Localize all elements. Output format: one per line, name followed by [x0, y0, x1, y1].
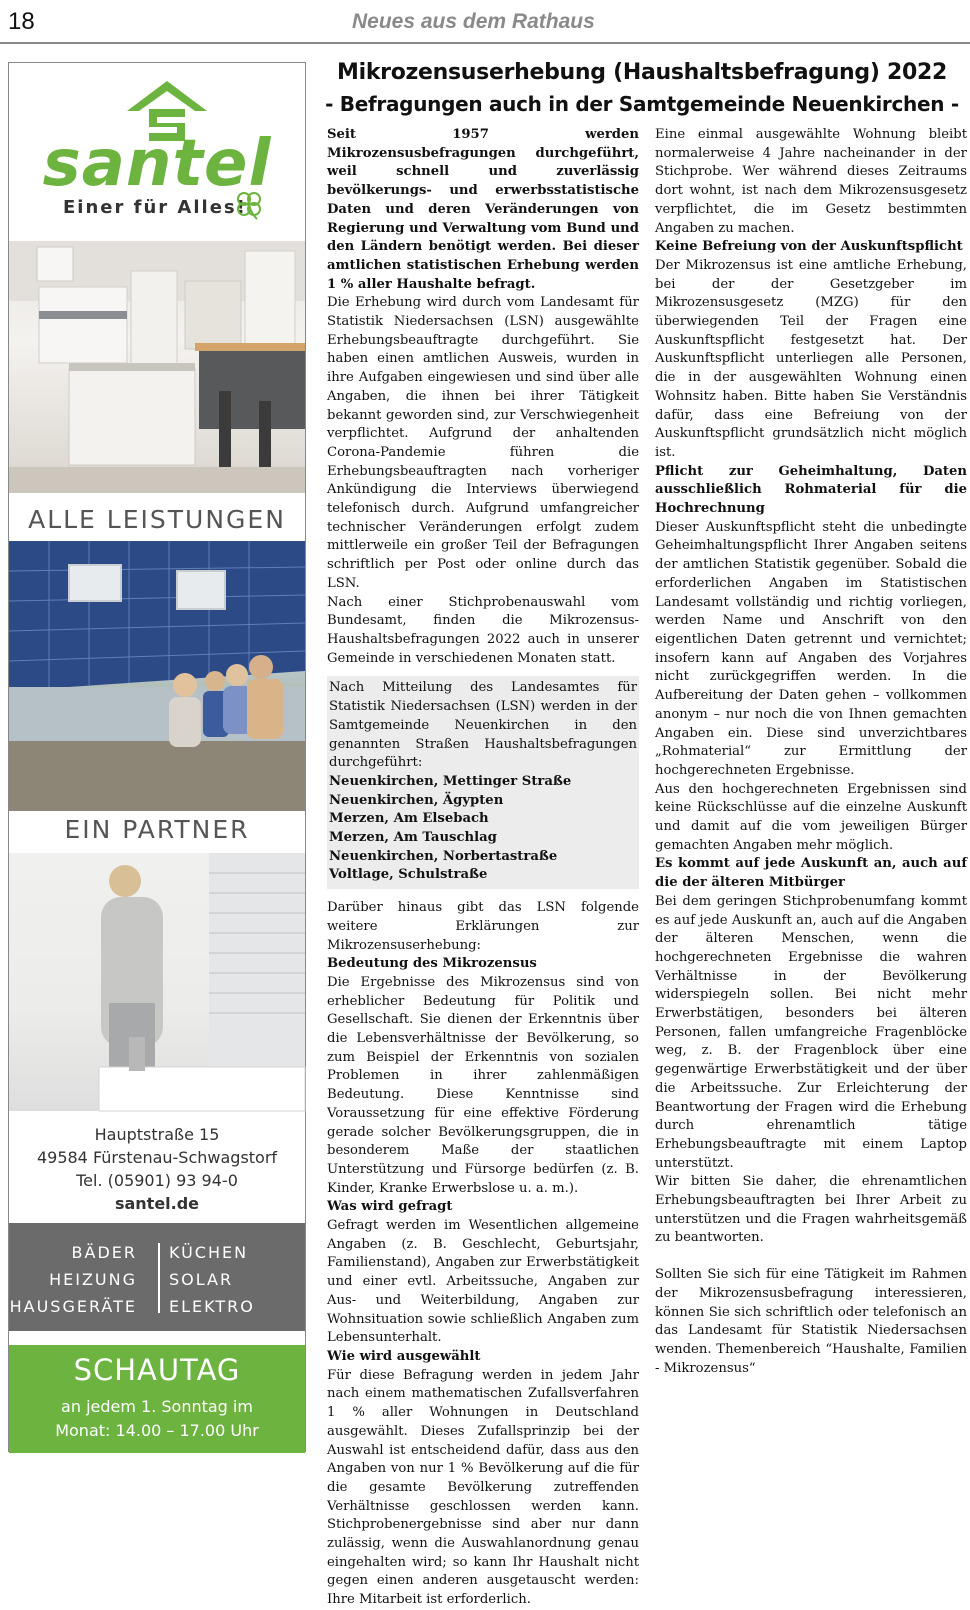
street-box-intro: Nach Mitteilung des Landesamtes für Statistik Niedersachsen (LSN) werden in der Samtgemeinde Neuenkirchen in den genannten Straßen Haushaltsbefragungen durchgeführt:: [329, 680, 637, 771]
services-left: [9, 1239, 149, 1320]
schautag-box: [9, 1345, 305, 1453]
street-list: [329, 773, 637, 885]
street-item: Voltlage, Schulstraße: [329, 867, 488, 883]
ad-address: [9, 1123, 305, 1215]
subheading-befreiung: Keine Befreiung von der Auskunftspflicht: [655, 239, 963, 255]
ad-heading-leistungen: ALLE LEISTUNGEN: [28, 505, 286, 534]
street-item: Neuenkirchen, Mettinger Straße: [329, 773, 572, 789]
solar-family-photo: [9, 541, 305, 811]
page-number: 18: [8, 8, 35, 35]
article-paragraph: Sollten Sie sich für eine Tätigkeit im Rahmen der Mikrozensusbefragung interessieren, können Sie sich schriftlich oder telefonisch an das Landesamt für Statistik Niedersachsen wenden. Themenbereich “Haushalte, Familien - Mikrozensus“: [655, 1267, 967, 1376]
street-item: Merzen, Am Elsebach: [329, 811, 489, 827]
service-item: KÜCHEN: [169, 1243, 249, 1262]
article-paragraph: Eine einmal ausgewählte Wohnung bleibt normalerweise 4 Jahre nacheinander in der Stichprobe. Wer während dieses Zeitraums dort wohnt, ist nach dem Mikrozensusgesetz verpflichtet, die im Gesetz bestimmten Angaben zu machen.: [655, 127, 967, 236]
section-title: Neues aus dem Rathaus: [352, 10, 595, 33]
article-paragraph: Dieser Auskunftspflicht steht die unbedingte Geheimhaltungspflicht Ihrer Angaben seitens der amtlichen Statistik gegenüber. Sobald die erforderlichen Angaben im Statistischen Landesamt vollständig und richtig vorliegen, werden Name und Anschrift von den eigentlichen Daten getrennt und vernichtet; insofern kann auf Angaben des Vorjahres nicht zurückgegriffen werden. In die Aufbereitung der Daten gehen – vollkommen anonym – nur noch die von Ihnen gemachten Angaben ein. Diese sind unverzichtbares „Rohmaterial“ zur Ermittlung der hochgerechneten Ergebnisse.: [655, 519, 967, 778]
article-paragraph: Bei dem geringen Stichprobenumfang kommt es auf jede Auskunft an, auch auf die Angaben der älteren Menschen, wenn die hochgerechneten Ergebnisse die wahren Verhältnisse in der Bevölkerung widerspiegeln sollen. Bei nicht mehr Erwerbstätigen, besonders bei älteren Personen, fallen umfangreiche Fragenblöcke weg, z. B. der Fragenblock über eine gegenwärtige Erwerbstätigkeit und der über die Arbeitssuche. Zur Erleichterung der Beantwortung der Fragen wird die Erhebung durch ehrenamtlich tätige Erhebungsbeauftragte mit einem Laptop unterstützt.: [655, 893, 967, 1171]
schautag-title: SCHAUTAG: [73, 1353, 241, 1387]
ad-website-link[interactable]: santel.de: [114, 1194, 200, 1213]
paragraph-spacer: [655, 1248, 967, 1266]
service-item: HAUSGERÄTE: [9, 1297, 137, 1316]
ad-services-box: [9, 1223, 305, 1331]
article-paragraph: Die Erhebung wird durch vom Landesamt für Statistik Niedersachsen (LSN) ausgewählte Erhebungsbeauftragte durchgeführt. Sie haben einen amtlichen Ausweis, wurden in ihre Aufgaben eingewiesen und sind über alle Angaben, die ihnen bei ihrer Tätigkeit bekannt geworden sind, zur Verschwiegenheit verpflichtet. Aufgrund der anhaltenden Corona-Pandemie führen die Erhebungsbeauftragten nach vorheriger Ankündigung die Interviews überwiegend telefonisch durch. Aufgrund umfangreicher technischer Veränderungen erfolgt zudem mittlerweile ein großer Teil der Befragungen schriftlich per Post oder online durch das LSN.: [327, 295, 639, 591]
article-paragraph: Der Mikrozensus ist eine amtliche Erhebung, bei der der Gesetzgeber im Mikrozensusgesetz (MZG) für den überwiegenden Teil der Fragen eine Auskunftspflicht festgesetzt hat. Der Auskunftspflicht unterliegen alle Personen, die in der ausgewählten Wohnung einen Wohnsitz haben. Bitte haben Sie Verständnis dafür, dass eine Befreiung von der Auskunftspflicht grundsätzlich nicht möglich ist.: [655, 257, 967, 460]
clover-icon: [233, 189, 265, 221]
article-paragraph: Die Ergebnisse des Mikrozensus sind von erheblicher Bedeutung für Politik und Gesellschaft. Sie dienen der Erkenntnis über die Lebensverhältnisse der Bevölkerung, so zum Beispiel der Erkenntnis von sozialen Problemen in ihrer zahlenmäßigen Bedeutung. Diese Kenntnisse sind Voraussetzung für eine effektive Förderung gerade solcher Bevölkerungsgruppen, die in besonderem Maße der staatlichen Unterstützung und Fürsorge bedürfen (z. B. Kinder, Kranke Erwerbslose u. a. m.).: [327, 974, 639, 1196]
ad-brand-name: santel: [42, 127, 272, 201]
santel-advertisement: [8, 62, 306, 1452]
article-paragraph: Aus den hochgerechneten Ergebnissen sind keine Rückschlüsse auf die einzelne Auskunft und damit auf die vom jeweiligen Bürger gemachten Angaben mehr möglich.: [655, 781, 967, 853]
subheading-geheimhaltung: Pflicht zur Geheimhaltung, Daten ausschließlich Rohmaterial für die Hochrechnung: [655, 463, 967, 517]
ad-slogan: Einer für Alles!: [63, 197, 247, 218]
service-item: SOLAR: [169, 1270, 234, 1289]
street-item: Neuenkirchen, Ägypten: [329, 792, 504, 808]
schautag-line-1: an jedem 1. Sonntag im: [61, 1397, 253, 1416]
ad-heading-partner: EIN PARTNER: [64, 815, 250, 844]
street-item: Merzen, Am Tauschlag: [329, 830, 497, 846]
ad-logo-area: [9, 63, 305, 241]
schautag-line-2: Monat: 14.00 – 17.00 Uhr: [55, 1421, 259, 1440]
street-list-box: [327, 676, 639, 889]
street-item: Neuenkirchen, Norbertastraße: [329, 848, 558, 864]
article-paragraph-split: Für diese Befragung werden in jedem Jahr nach einem mathematischen Zufallsverfahren 1 % aller Wohnungen in Deutschland ausgewählt. Dieses Zufallsprinzip bei der Auswahl ist entscheidend dafür, dass aus den Angaben von nur 1 % Bevölkerung auf die für die gesamte Bevölkerung zutreffenden Verhältnisse geschlossen werden kann. Stichprobenergebnisse sind aber nur dann zulässig, wenn die Auswahlanordnung genau eingehalten wird; so kann Ihr Haushalt nicht gegen einen anderen ausgetauscht werden: Ihre Mitarbeit ist erforderlich.: [327, 1367, 639, 1608]
article-subtitle: - Befragungen auch in der Samtgemeinde Neuenkirchen -: [325, 92, 959, 116]
service-item: HEIZUNG: [49, 1270, 137, 1289]
article-paragraph: Gefragt werden im Wesentlichen allgemeine Angaben (z. B. Geschlecht, Geburtsjahr, Familienstand), Angaben zur Erwerbstätigkeit und einer evtl. Arbeitssuche, Angaben zur Aus- und Weiterbildung, Angaben zur Wohnsituation sowie schließlich Angaben zum Lebensunterhalt.: [327, 1218, 639, 1346]
page-header: [0, 0, 970, 44]
subheading-gefragt: Was wird gefragt: [327, 1199, 453, 1215]
service-item: BÄDER: [71, 1243, 137, 1262]
bathroom-photo: [9, 853, 305, 1111]
services-divider: [158, 1243, 160, 1313]
article-title: Mikrozensuserhebung (Haushaltsbefragung) 2022: [336, 60, 948, 85]
service-item: ELEKTRO: [169, 1297, 255, 1316]
subheading-aeltere: Es kommt auf jede Auskunft an, auch auf die der älteren Mitbürger: [655, 856, 967, 891]
header-divider: [0, 42, 970, 44]
article-column-2: [655, 126, 967, 1456]
article-lead: Seit 1957 werden Mikrozensusbefragungen durchgeführt, weil schnell und zuverlässig bevölkerungs- und erwerbsstatistische Daten und deren Veränderungen von Regierung und Verwaltung vom Bund und den Ländern benötigt werden. Bei dieser amtlichen statistischen Erhebung werden 1 % aller Haushalte befragt.: [327, 127, 639, 292]
services-right: [169, 1239, 309, 1320]
ad-address-street: Hauptstraße 15: [94, 1125, 220, 1144]
article-paragraph: Nach einer Stichprobenauswahl vom Bundesamt, finden die Mikrozensus-Haushaltsbefragungen 2022 auch in unserer Gemeinde in verschiedenen Monaten statt.: [327, 594, 639, 666]
article-column-1: [327, 126, 639, 1608]
subheading-ausgewaehlt: Wie wird ausgewählt: [327, 1349, 481, 1364]
ad-address-city: 49584 Fürstenau-Schwagstorf: [36, 1148, 278, 1167]
article-paragraph: Darüber hinaus gibt das LSN folgende weitere Erklärungen zur Mikrozensuserhebung:: [327, 900, 639, 953]
subheading-bedeutung: Bedeutung des Mikrozensus: [327, 956, 537, 972]
kitchen-photo: [9, 241, 305, 493]
article-paragraph: Wir bitten Sie daher, die ehrenamtlichen Erhebungsbeauftragten bei Ihrer Arbeit zu unterstützen und die Fragen wahrheitsgemäß zu beantworten.: [655, 1174, 967, 1246]
ad-phone: Tel. (05901) 93 94-0: [76, 1171, 238, 1190]
